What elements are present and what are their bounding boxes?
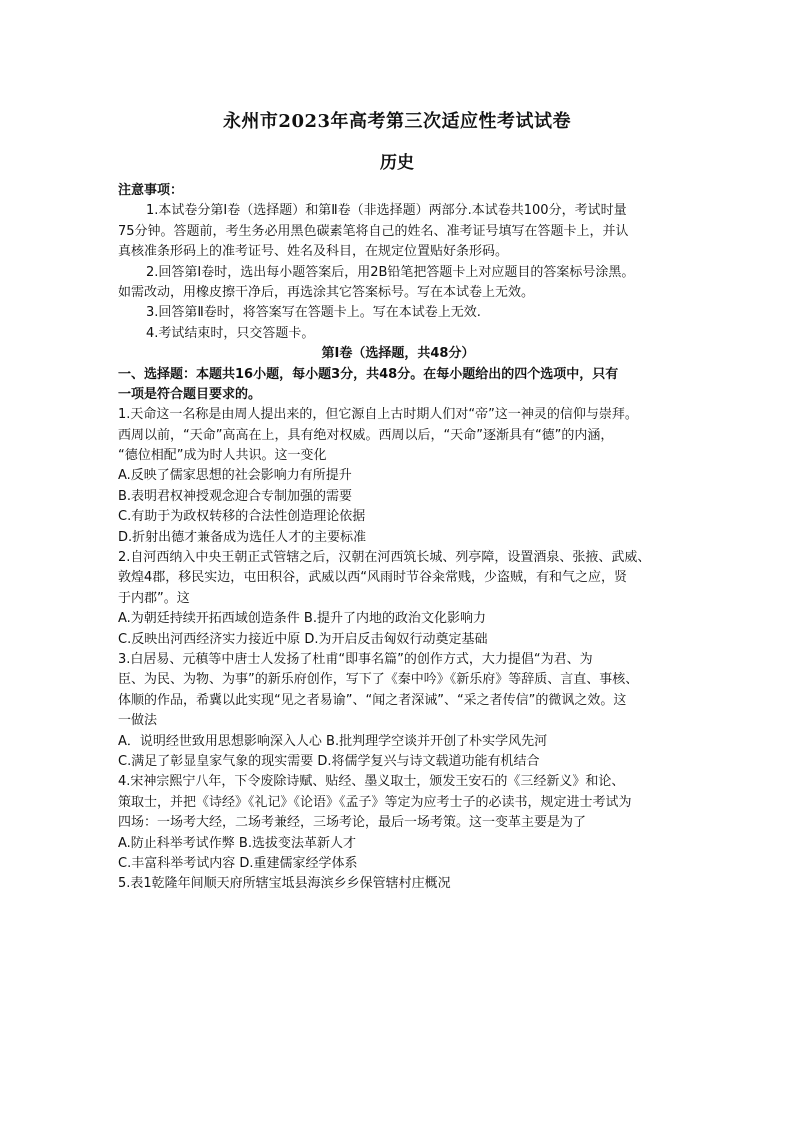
question-option: A.防止科举考试作弊 B.选拔变法革新人才 xyxy=(118,835,356,851)
notice-line: 1.本试卷分第Ⅰ卷（选择题）和第Ⅱ卷（非选择题）两部分.本试卷共100分，考试时量 xyxy=(146,203,627,219)
question-line: 3.白居易、元稹等中唐士人发扬了杜甫“即事名篇”的创作方式，大力提倡“为君、为 xyxy=(118,651,593,667)
section-title: 第Ⅰ卷（选择题，共48分） xyxy=(321,346,475,362)
question-option: A．说明经世致用思想影响深入人心 B.批判理学空谈并开创了朴实学风先河 xyxy=(118,733,548,749)
notice-line: 2.回答第Ⅰ卷时，选出每小题答案后，用2B铅笔把答题卡上对应题目的答案标号涂黑。 xyxy=(146,264,635,280)
question-line: “德位相配”成为时人共识。这一变化 xyxy=(118,448,327,464)
question-option: C.有助于为政权转移的合法性创造理论依据 xyxy=(118,509,366,525)
question-line: 于内郡”。这 xyxy=(118,590,190,606)
question-line: 1.天命这一名称是由周人提出来的，但它源自上古时期人们对“帝”这一神灵的信仰与崇拜。 xyxy=(118,407,638,423)
question-line: 2.自河西纳入中央王朝正式管辖之后，汉朝在河西筑长城、列亭障，设置酒泉、张掖、武威、 xyxy=(118,550,651,566)
question-option: D.折射出德才兼备成为选任人才的主要标准 xyxy=(118,529,367,545)
question-line: 5.表1乾隆年间顺天府所辖宝坻县海滨乡乡保管辖村庄概况 xyxy=(118,876,451,892)
section-instruction: 一项是符合题目要求的。 xyxy=(118,386,262,402)
notice-heading: 注意事项： xyxy=(118,183,184,198)
question-line: 四场：一场考大经，二场考兼经，三场考论，最后一场考策。这一变革主要是为了 xyxy=(118,815,587,831)
question-option: C.丰富科举考试内容 D.重建儒家经学体系 xyxy=(118,855,358,871)
question-option: C.满足了彰显皇家气象的现实需要 D.将儒学复兴与诗文载道功能有机结合 xyxy=(118,753,540,769)
question-line: 4.宋神宗熙宁八年，下令废除诗赋、贴经、墨义取士，颁发王安石的《三经新义》和论、 xyxy=(118,774,625,790)
section-instruction: 一、选择题：本题共16小题，每小题3分，共48分。在每小题给出的四个选项中，只有 xyxy=(118,366,619,382)
notice-line: 4.考试结束时，只交答题卡。 xyxy=(146,325,315,341)
notice-line: 真核准条形码上的准考证号、姓名及科目，在规定位置贴好条形码。 xyxy=(118,244,509,260)
question-line: 策取士，并把《诗经》《礼记》《论语》《孟子》等定为应考士子的必读书，规定进士考试为 xyxy=(118,794,632,810)
question-line: 西周以前，“天命”高高在上，具有绝对权威。西周以后，“天命”逐渐具有“德”的内涵， xyxy=(118,427,614,443)
exam-content xyxy=(118,181,678,895)
question-line: 一做法 xyxy=(118,713,158,729)
subject-title: 历史 xyxy=(380,153,414,173)
question-option: B.表明君权神授观念迎合专制加强的需要 xyxy=(118,488,353,504)
question-line: 体顺的作品，希冀以此实现“见之者易谕”、“闻之者深诫”、“采之者传信”的微讽之效。这 xyxy=(118,692,627,708)
notice-line: 如需改动，用橡皮擦干净后，再选涂其它答案标号。写在本试卷上无效。 xyxy=(118,284,535,300)
question-line: 敦煌4郡，移民实边，屯田积谷，武威以西“风雨时节谷籴常贱，少盗贼，有和气之应，贤 xyxy=(118,570,628,586)
question-option: A.为朝廷持续开拓西域创造条件 B.提升了内地的政治文化影响力 xyxy=(118,611,486,627)
question-line: 臣、为民、为物、为事”的新乐府创作，写下了《秦中吟》《新乐府》等辞质、言直、事核、 xyxy=(118,672,639,688)
notice-line: 75分钟。答题前，考生务必用黑色碳素笔将自己的姓名、准考证号填写在答题卡上，并认 xyxy=(118,223,629,239)
notice-line: 3.回答第Ⅱ卷时，将答案写在答题卡上。写在本试卷上无效. xyxy=(146,305,481,321)
exam-title: 永州市2023年高考第三次适应性考试试卷 xyxy=(222,111,572,132)
question-option: C.反映出河西经济实力接近中原 D.为开启反击匈奴行动奠定基础 xyxy=(118,631,488,647)
question-option: A.反映了儒家思想的社会影响力有所提升 xyxy=(118,468,352,484)
